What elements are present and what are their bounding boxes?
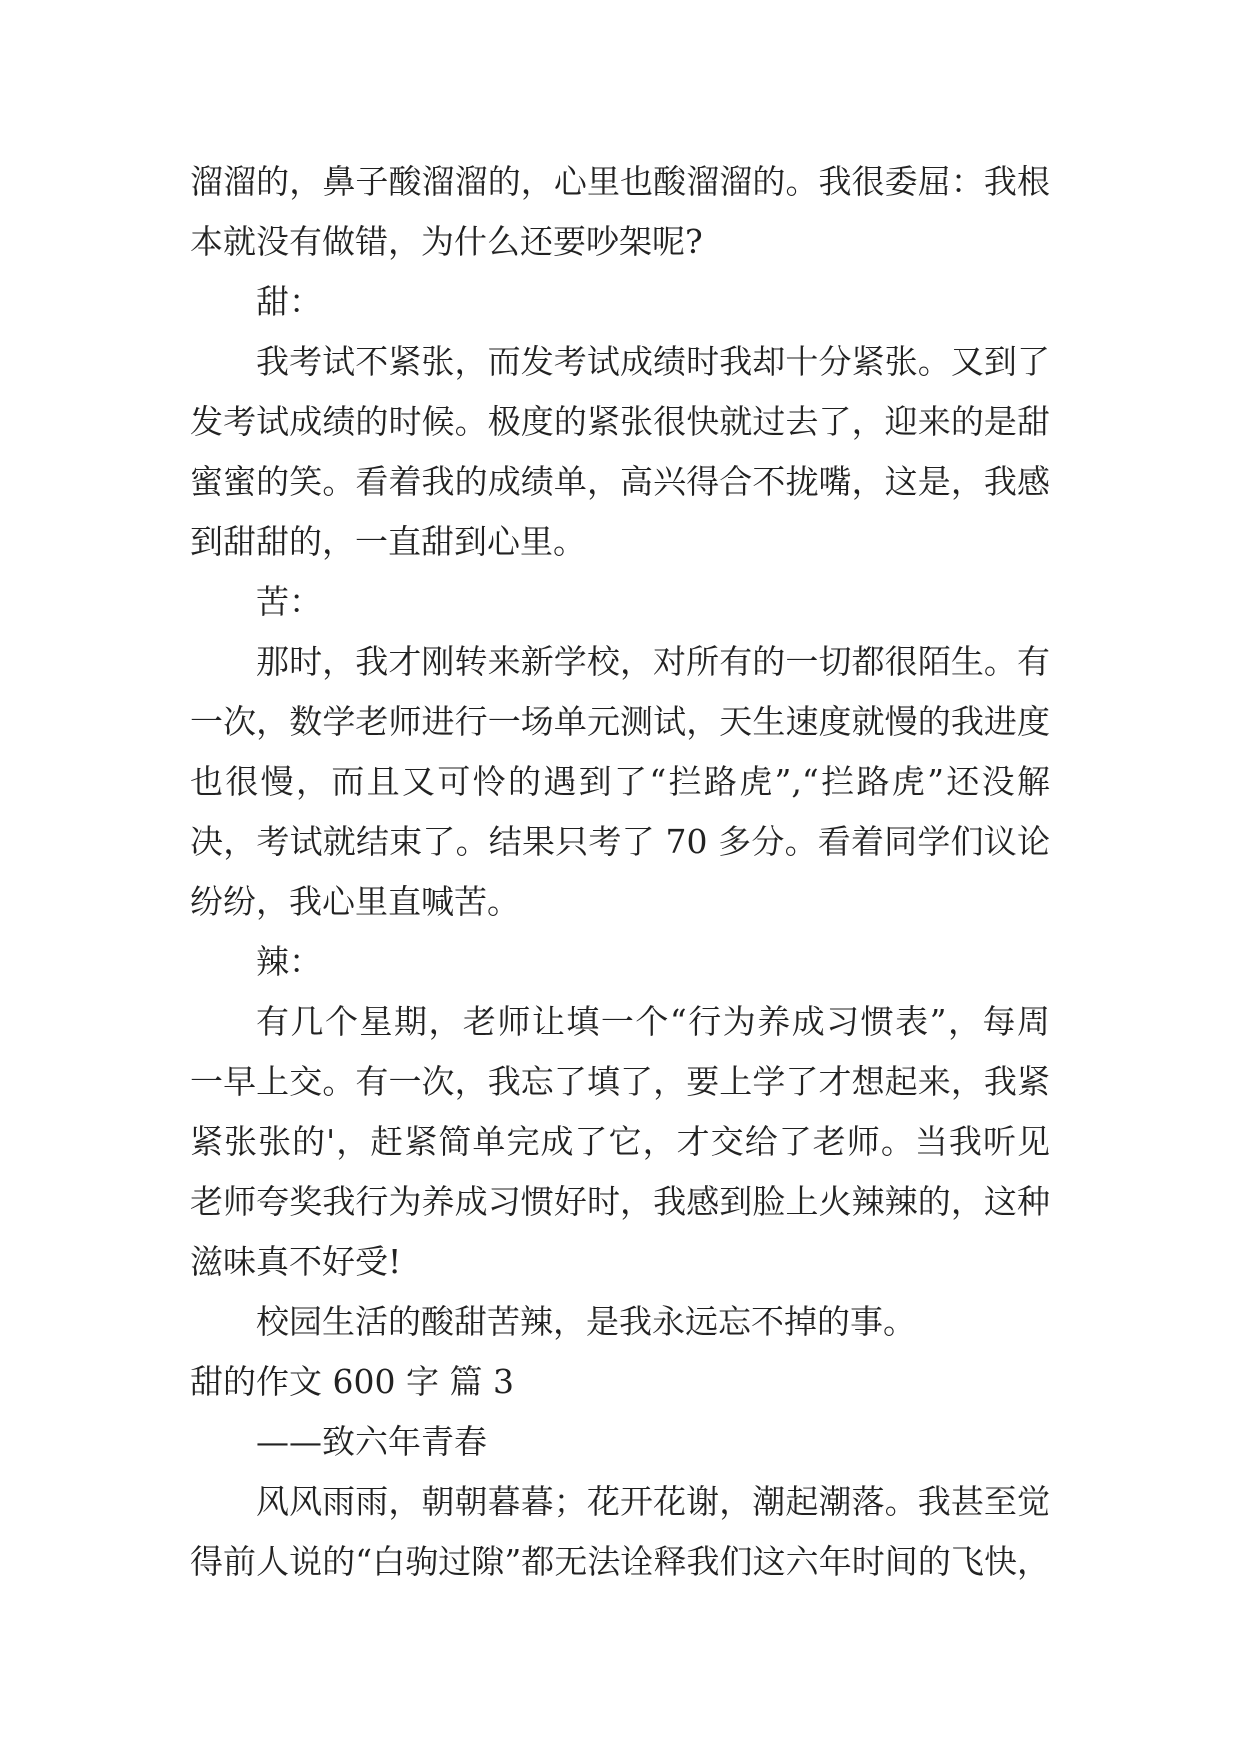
section-heading-sour: 甜： [256, 282, 322, 321]
paragraph-line: 发考试成绩的时候。极度的紧张很快就过去了，迎来的是甜 [190, 402, 1050, 441]
paragraph-line: 溜溜的，鼻子酸溜溜的，心里也酸溜溜的。我很委屈：我根 [190, 162, 1050, 201]
paragraph-line: 紧张张的'，赶紧简单完成了它，才交给了老师。当我听见 [190, 1122, 1050, 1161]
paragraph-line: 也很慢，而且又可怜的遇到了“拦路虎”,“拦路虎”还没解 [190, 762, 1050, 801]
paragraph-line: 老师夸奖我行为养成习惯好时，我感到脸上火辣辣的，这种 [190, 1182, 1050, 1221]
document-body [190, 152, 1050, 1592]
section-heading-spicy: 辣： [256, 942, 322, 981]
paragraph-line: 一早上交。有一次，我忘了填了，要上学了才想起来，我紧 [190, 1062, 1050, 1101]
paragraph-line: 纷纷，我心里直喊苦。 [190, 882, 520, 921]
paragraph-line: 一次，数学老师进行一场单元测试，天生速度就慢的我进度 [190, 702, 1050, 741]
paragraph-line: 我考试不紧张，而发考试成绩时我却十分紧张。又到了 [256, 342, 1050, 381]
paragraph-line: 有几个星期，老师让填一个“行为养成习惯表”，每周 [256, 1002, 1050, 1041]
essay-title: 甜的作文 600 字 篇 3 [190, 1362, 514, 1401]
paragraph-line: 校园生活的酸甜苦辣，是我永远忘不掉的事。 [256, 1302, 916, 1341]
paragraph-line: 风风雨雨，朝朝暮暮；花开花谢，潮起潮落。我甚至觉 [256, 1482, 1050, 1521]
paragraph-line: 决，考试就结束了。结果只考了 70 多分。看着同学们议论 [190, 822, 1050, 861]
paragraph-line: 得前人说的“白驹过隙”都无法诠释我们这六年时间的飞快， [190, 1542, 1050, 1581]
paragraph-line: 蜜蜜的笑。看着我的成绩单，高兴得合不拢嘴，这是，我感 [190, 462, 1050, 501]
paragraph-line: 到甜甜的，一直甜到心里。 [190, 522, 586, 561]
paragraph-line: 那时，我才刚转来新学校，对所有的一切都很陌生。有 [256, 642, 1050, 681]
paragraph-line: 本就没有做错，为什么还要吵架呢? [190, 222, 703, 261]
paragraph-line: 滋味真不好受! [190, 1242, 402, 1281]
essay-subtitle: ——致六年青春 [256, 1422, 487, 1461]
section-heading-bitter: 苦： [256, 582, 322, 621]
